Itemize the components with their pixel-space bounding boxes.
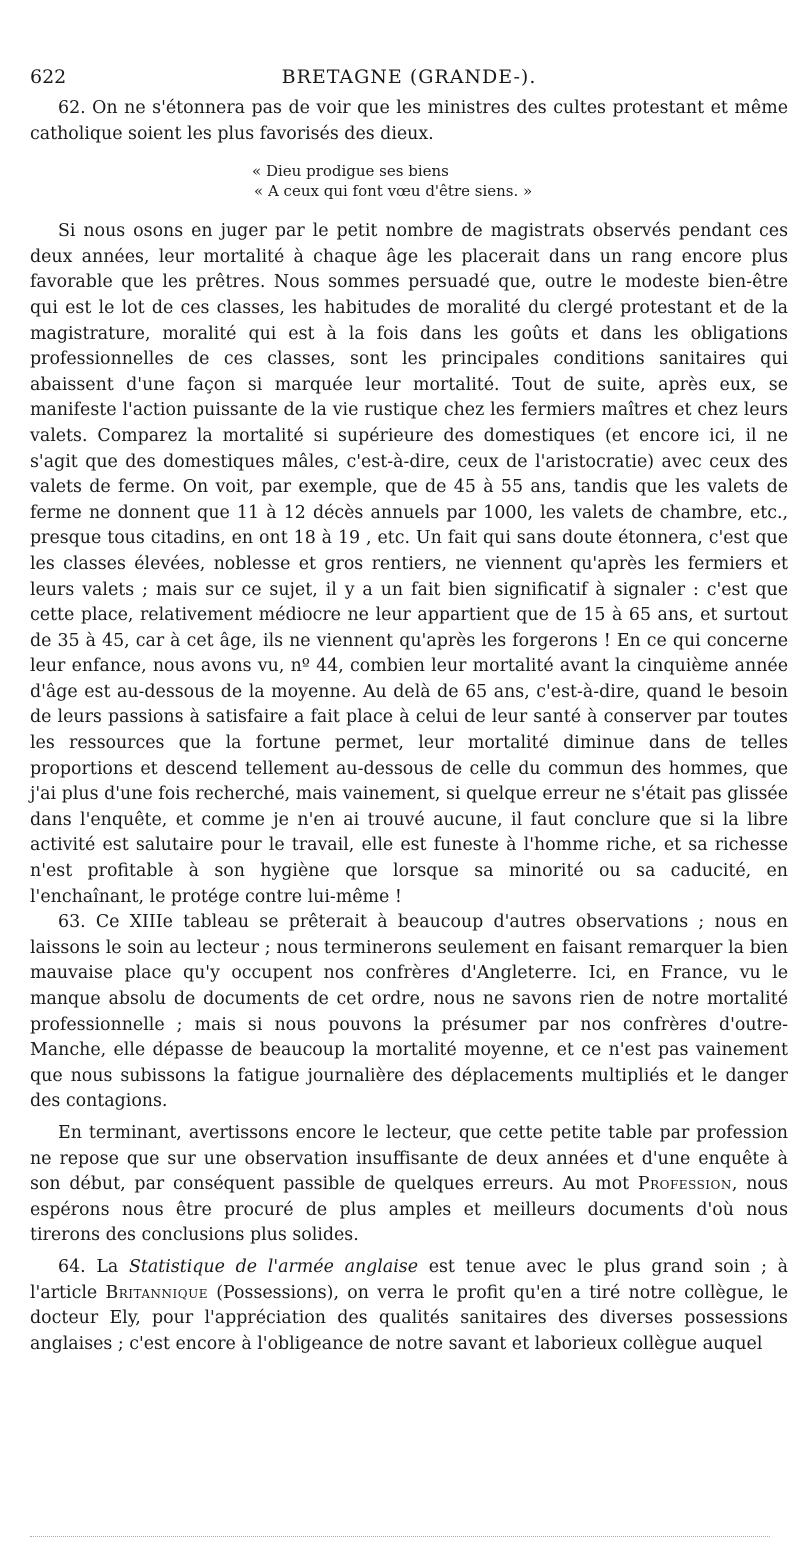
paragraph-62-continued: Si nous osons en juger par le petit nombre de magistrats observés pendant ces deux années, leur mortalité à chaque âge les placerait dans un rang encore plus favorable que les prêtres. Nous sommes persuadé que, outre le modeste bien-être qui est le lot de ces classes, les habitudes de moralité du clergé protestant et de la magistrature, moralité qui est à la fois dans les goûts et dans les obligations professionnelles de ces classes, sont les principales conditions sanitaires qui abaissent d'une façon si marquée leur mortalité. Tout de suite, après eux, se manifeste l'action puissante de la vie rustique chez les fermiers maîtres et chez leurs valets. Comparez la mortalité si supérieure des domestiques (et encore ici, il ne s'agit que des domestiques mâles, c'est-à-dire, ceux de l'aristocratie) avec ceux des valets de ferme. On voit, par exemple, que de 45 à 55 ans, tandis que les valets de ferme ne donnent que 11 à 12 décès annuels par 1000, les valets de chambre, etc., presque tous citadins, en ont 18 à 19 , etc. Un fait qui sans doute étonnera, c'est que les classes élevées, noblesse et gros rentiers, ne viennent qu'après les fermiers et leurs valets ; mais sur ce sujet, il y a un fait bien significatif à signaler : c'est que cette place, relativement médiocre ne leur appartient que de 15 à 65 ans, et surtout de 35 à 45, car à cet âge, ils ne viennent qu'après les forgerons ! En ce qui concerne leur enfance, nous avons vu, nº 44, combien leur mortalité avant la cinquième année d'âge est au-dessous de la moyenne. Au delà de 65 ans, c'est-à-dire, quand le besoin de leurs passions à satisfaire a fait place à celui de leur santé à conserver par toutes les ressources que la fortune permet, leur mortalité diminue dans de telles proportions et descend tellement au-dessous de celle du commun des hommes, que j'ai plus d'une fois recherché, mais vainement, si quelque erreur ne s'était pas glissée dans l'enquête, et comme je n'en ai trouvé aucune, il faut conclure que si la libre activité est salutaire pour le travail, elle est funeste à l'homme riche, et sa richesse n'est profitable à son hygiène que lorsque sa minorité ou sa caducité, en l'enchaînant, le protége contre lui-même ! — [30, 221, 788, 907]
quote-line-1: « Dieu prodigue ses biens — [252, 162, 449, 181]
paragraph-64: 64. La Statistique de l'armée anglaise est tenue avec le plus grand soin ; à l'article Britannique (Possessions), on verra le profit qu'en a tiré notre collègue, le docteur Ely, pour l'appréciation des qualités sanitaires des diverses possessions anglaises ; c'est encore à l'obligeance de notre savant et laborieux collègue auquel — [30, 1256, 789, 1354]
verse-quote — [252, 161, 788, 201]
small-caps-profession: Profession — [637, 1174, 732, 1195]
quote-line-2: « A ceux qui font vœu d'être siens. » — [254, 182, 533, 201]
paragraph-63-continued: En terminant, avertissons encore le lecteur, que cette petite table par profession ne repose que sur une observation insuffisante de deux années et d'une enquête à son début, par conséquent passible de quelques erreurs. Au mot Profession, nous espérons nous être procuré de plus amples et meilleurs documents d'où nous tirerons des conclusions plus solides. — [30, 1122, 788, 1246]
paragraph-62: 62. On ne s'étonnera pas de voir que les ministres des cultes protestant et même catholique soient les plus favorisés des dieux. — [30, 98, 788, 144]
italic-title: Statistique de l'armée anglaise — [129, 1256, 418, 1277]
paragraph-63: 63. Ce XIIIe tableau se prêterait à beaucoup d'autres observations ; nous en laissons le soin au lecteur ; nous terminerons seulement en faisant remarquer la bien mauvaise place qu'y occupent nos confrères d'Angleterre. Ici, en France, vu le manque absolu de documents de cet ordre, nous ne savons rien de notre mortalité professionnelle ; mais si nous pouvons la présumer par nos confrères d'outre-Manche, elle dépasse de beaucoup la mortalité moyenne, et ce n'est pas vainement que nous subissons la fatigue journalière des déplacements multipliés et le danger des contagions. — [30, 912, 788, 1112]
page-number: 622 — [30, 66, 67, 88]
document-page — [30, 66, 788, 1357]
small-caps-britannique: Britannique — [105, 1282, 208, 1303]
page-header — [30, 66, 788, 96]
bottom-bleed-line — [30, 1536, 770, 1537]
running-title: BRETAGNE (GRANDE-). — [281, 66, 537, 88]
